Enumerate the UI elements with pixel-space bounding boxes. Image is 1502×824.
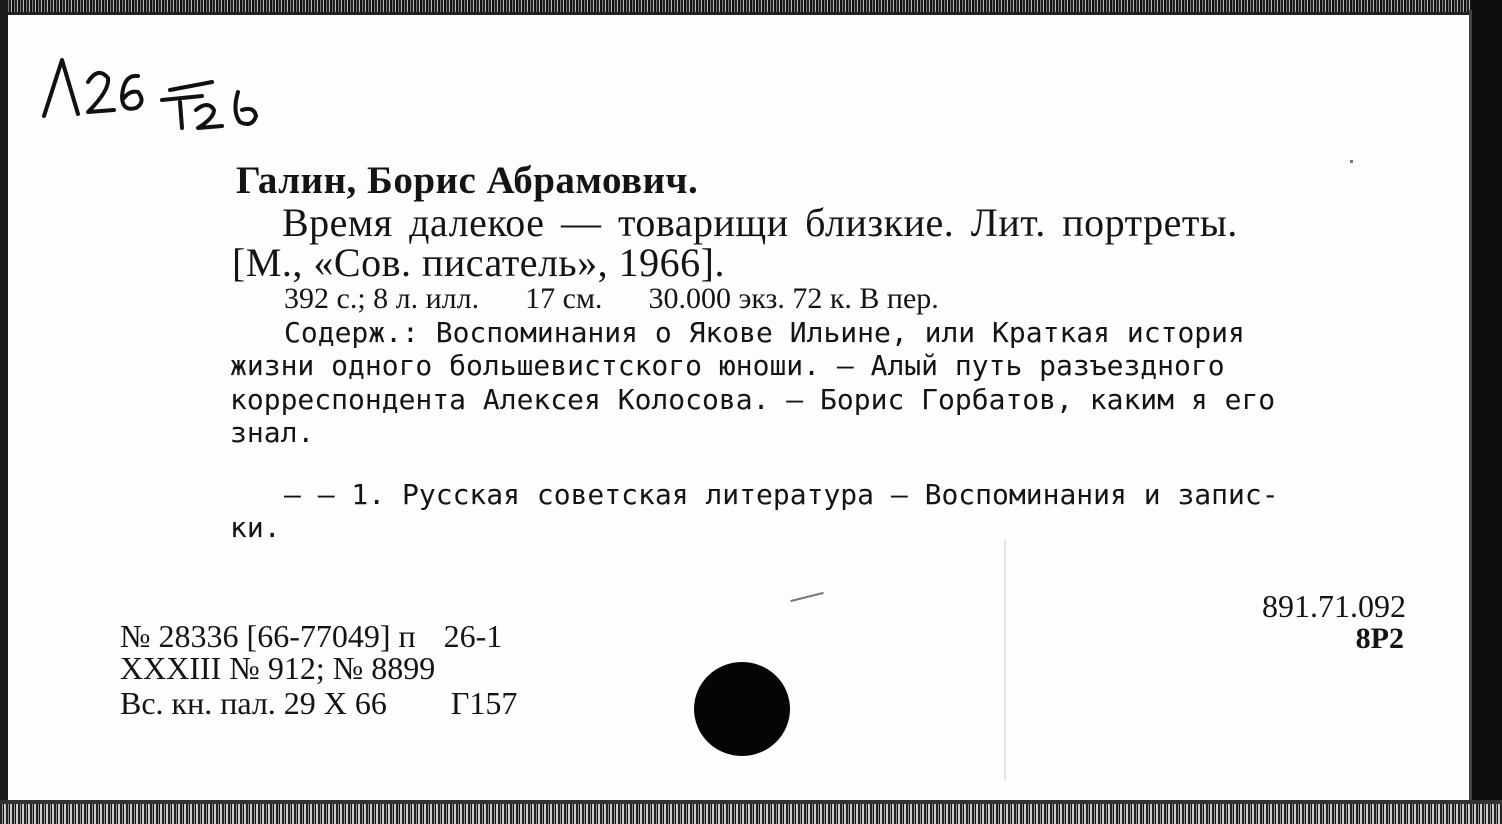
card-top-edge: [0, 0, 1502, 12]
contents-line-3: корреспондента Алексея Колосова. — Борис Горбатов, каким я его: [230, 383, 1276, 416]
contents-line-1: Содерж.: Воспоминания о Якове Ильине, или Краткая история: [284, 316, 1245, 349]
record-number: № 28336 [66-77049] п: [120, 618, 416, 654]
card-left-edge: [0, 0, 8, 824]
scan-mark: [790, 592, 823, 602]
subject-heading-line-2: ки.: [230, 511, 281, 544]
handwritten-shelf-note: [38, 52, 288, 132]
card-top-border: [0, 12, 1502, 15]
shelf-mark: 8Р2: [1355, 622, 1404, 655]
record-date-line: [120, 685, 517, 722]
scan-fold-line: [1004, 540, 1006, 780]
pagination: 392 с.; 8 л. илл.: [284, 282, 480, 315]
record-registration-line: XXXIII № 912; № 8899: [120, 650, 436, 686]
record-date: Вс. кн. пал. 29 X 66: [120, 685, 387, 721]
contents-line-4: знал.: [230, 416, 315, 449]
physical-description: [284, 282, 939, 316]
card-right-border: [1469, 10, 1472, 810]
punch-hole: [694, 662, 790, 756]
subject-heading-line-1: — — 1. Русская советская литература — Воспоминания и запис-: [284, 478, 1279, 511]
book-title-line-1: Время далекое — товарищи близкие. Лит. портреты.: [282, 200, 1238, 245]
book-size: 17 см.: [525, 282, 603, 315]
card-right-edge: [1472, 0, 1502, 824]
book-title-line-2: [М., «Сов. писатель», 1966].: [232, 240, 725, 285]
author-heading: Галин, Борис Абрамович.: [236, 159, 699, 202]
print-run-price: 30.000 экз. 72 к. В пер.: [648, 282, 939, 315]
record-code: 26-1: [443, 618, 503, 654]
card-bottom-edge: [0, 804, 1502, 824]
scan-speck: [1350, 160, 1353, 163]
contents-line-2: жизни одного большевистского юноши. — Алый путь разъездного: [230, 349, 1225, 382]
record-order-code: Г157: [450, 685, 518, 721]
classification-number: 891.71.092: [1262, 588, 1406, 624]
